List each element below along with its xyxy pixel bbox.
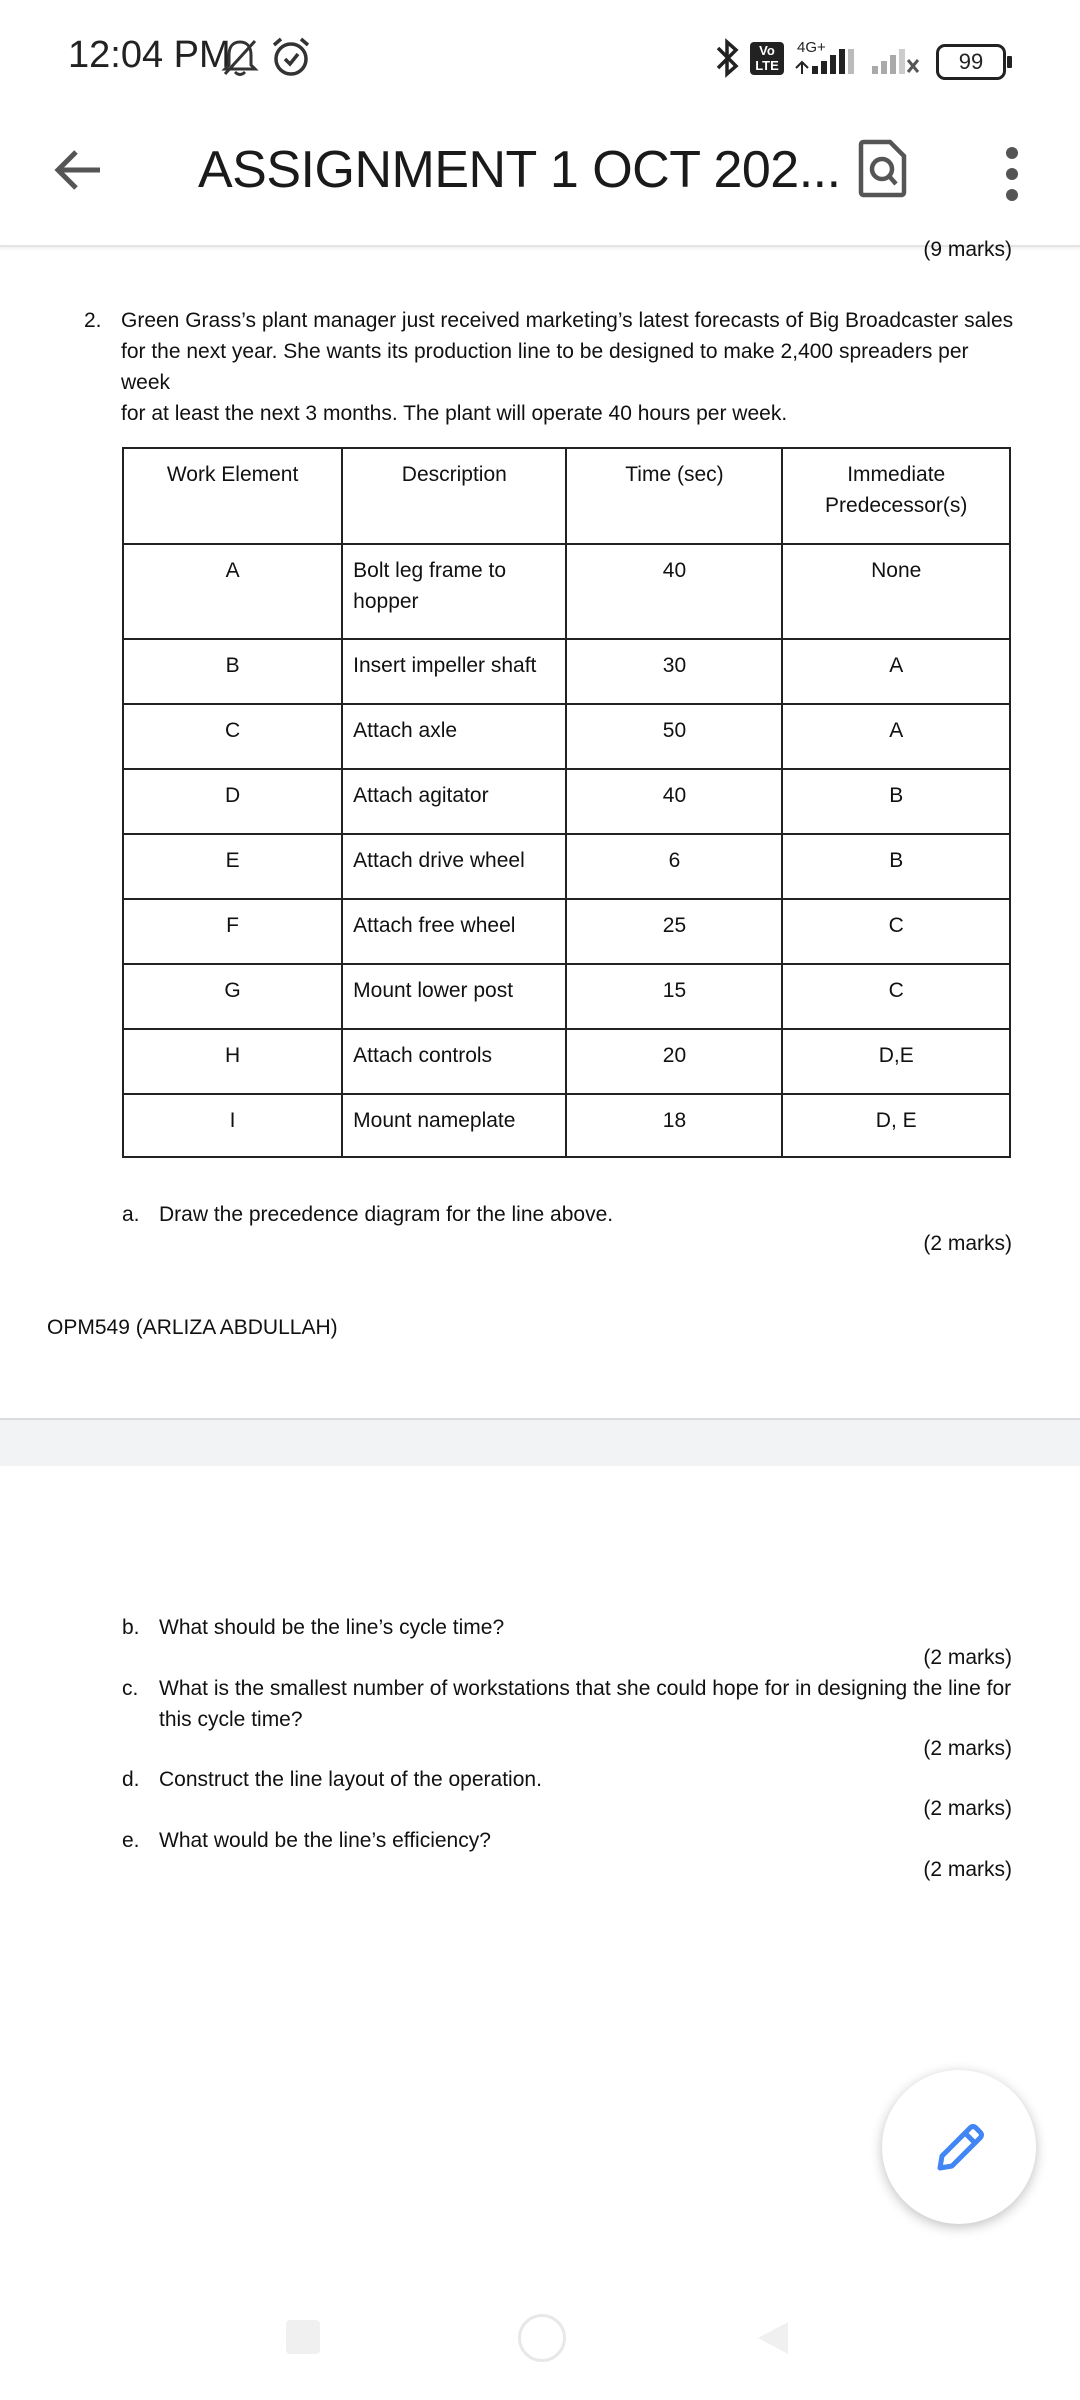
part-a-letter: a.	[122, 1203, 140, 1226]
cell-element: E	[123, 834, 342, 899]
cell-element: C	[123, 704, 342, 769]
part-e-letter: e.	[122, 1829, 140, 1852]
table-row	[123, 964, 1010, 1029]
cell-time: 40	[566, 544, 782, 639]
status-time: 12:04 PM	[68, 34, 231, 76]
question-number: 2.	[84, 309, 102, 332]
part-c-line: this cycle time?	[159, 1708, 303, 1731]
cell-predecessor: D, E	[782, 1094, 1010, 1157]
question-body	[121, 305, 1014, 429]
back-triangle-icon[interactable]	[752, 2318, 792, 2358]
part-d-text: Construct the line layout of the operation.	[159, 1768, 542, 1791]
cell-predecessor: A	[782, 639, 1010, 704]
cell-time: 15	[566, 964, 782, 1029]
edit-fab-button[interactable]	[882, 2070, 1036, 2224]
cell-time: 20	[566, 1029, 782, 1094]
part-a	[122, 1199, 1012, 1230]
document-title: ASSIGNMENT 1 OCT 202...	[198, 141, 841, 199]
table-row	[123, 834, 1010, 899]
cell-time: 25	[566, 899, 782, 964]
header-description: Description	[342, 448, 566, 544]
part-e	[122, 1825, 1012, 1856]
home-circle-icon[interactable]	[518, 2314, 566, 2362]
table-row	[123, 899, 1010, 964]
cell-predecessor: B	[782, 769, 1010, 834]
cell-predecessor: D,E	[782, 1029, 1010, 1094]
cell-element: A	[123, 544, 342, 639]
page-footer: OPM549 (ARLIZA ABDULLAH)	[47, 1316, 338, 1339]
cell-time: 30	[566, 639, 782, 704]
header-work-element: Work Element	[123, 448, 342, 544]
part-d-marks: (2 marks)	[923, 1797, 1012, 1820]
cell-time: 6	[566, 834, 782, 899]
header-time: Time (sec)	[566, 448, 782, 544]
edit-pencil-icon	[932, 2120, 988, 2176]
part-d	[122, 1764, 1012, 1795]
part-c-marks: (2 marks)	[923, 1737, 1012, 1760]
question-line: for the next year. She wants its production line to be designed to make 2,400 spreaders per week	[121, 340, 969, 394]
part-d-letter: d.	[122, 1768, 140, 1791]
document-page-2	[0, 1464, 1080, 2400]
part-c-body	[159, 1673, 1012, 1735]
part-c	[122, 1673, 1012, 1735]
part-c-line: What is the smallest number of workstations that she could hope for in designing the line for	[159, 1677, 1012, 1700]
cell-time: 18	[566, 1094, 782, 1157]
recents-square-icon[interactable]	[286, 2320, 320, 2354]
cell-description: Attach free wheel	[342, 899, 566, 964]
part-b	[122, 1612, 1012, 1643]
part-b-letter: b.	[122, 1616, 140, 1639]
cell-description: Mount nameplate	[342, 1094, 566, 1157]
part-c-letter: c.	[122, 1677, 139, 1700]
cell-element: H	[123, 1029, 342, 1094]
cell-description: Attach drive wheel	[342, 834, 566, 899]
cell-description: Insert impeller shaft	[342, 639, 566, 704]
work-elements-table	[122, 447, 1011, 1158]
previous-marks: (9 marks)	[923, 238, 1012, 261]
cell-element: B	[123, 639, 342, 704]
part-a-marks: (2 marks)	[923, 1232, 1012, 1255]
cell-element: D	[123, 769, 342, 834]
header-predecessors: Immediate Predecessor(s)	[782, 448, 1010, 544]
table-row	[123, 769, 1010, 834]
table-row	[123, 1029, 1010, 1094]
question-line: Green Grass’s plant manager just received marketing’s latest forecasts of Big Broadcaster sales	[121, 309, 1014, 332]
network-type-label: 4G+	[797, 39, 826, 56]
cell-predecessor: B	[782, 834, 1010, 899]
table-row	[123, 1094, 1010, 1157]
table-row	[123, 544, 1010, 639]
cell-element: I	[123, 1094, 342, 1157]
cell-time: 50	[566, 704, 782, 769]
battery-icon: 99	[936, 44, 1006, 80]
part-e-text: What would be the line’s efficiency?	[159, 1829, 491, 1852]
cell-predecessor: C	[782, 899, 1010, 964]
cell-description: Attach agitator	[342, 769, 566, 834]
part-b-marks: (2 marks)	[923, 1646, 1012, 1669]
table-row	[123, 639, 1010, 704]
cell-description: Attach axle	[342, 704, 566, 769]
cell-predecessor: None	[782, 544, 1010, 639]
part-e-marks: (2 marks)	[923, 1858, 1012, 1881]
page-separator	[0, 1418, 1080, 1466]
table-header-row	[123, 448, 1010, 544]
cell-description: Mount lower post	[342, 964, 566, 1029]
part-a-text: Draw the precedence diagram for the line above.	[159, 1203, 614, 1226]
table-row	[123, 704, 1010, 769]
volte-icon: Vo LTE	[750, 42, 784, 75]
cell-time: 40	[566, 769, 782, 834]
cell-element: F	[123, 899, 342, 964]
question-line: for at least the next 3 months. The plant will operate 40 hours per week.	[121, 402, 788, 425]
cell-description: Attach controls	[342, 1029, 566, 1094]
cell-description: Bolt leg frame to hopper	[342, 544, 566, 639]
part-b-text: What should be the line’s cycle time?	[159, 1616, 505, 1639]
cell-predecessor: C	[782, 964, 1010, 1029]
cell-predecessor: A	[782, 704, 1010, 769]
cell-element: G	[123, 964, 342, 1029]
